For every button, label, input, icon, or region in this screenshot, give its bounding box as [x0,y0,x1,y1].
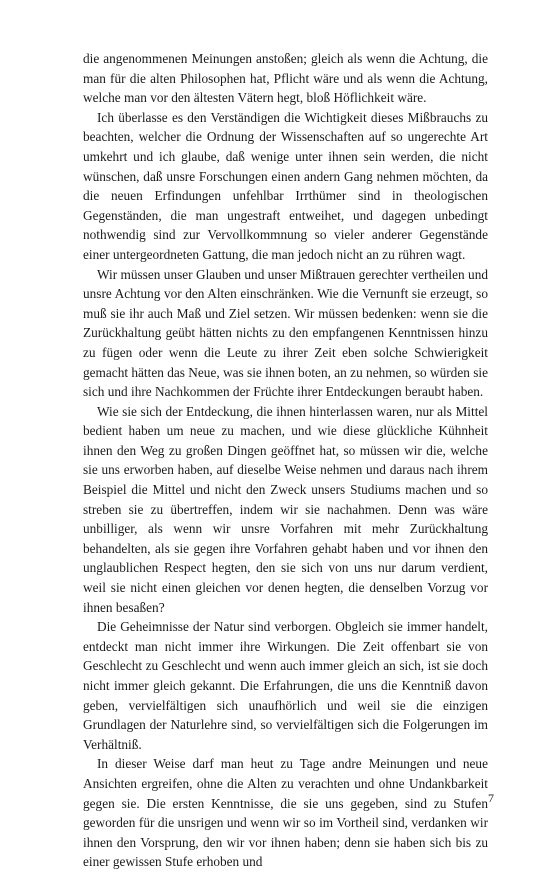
paragraph-3: Wir müssen unser Glauben und unser Mißtrauen gerechter vertheilen und unsre Achtung vor den Alten einschränken. Wie die Vernunft sie erzeugt, so muß sie ihr auch Maß und Ziel setzen. Wir müssen bedenken: wenn sie die Zurückhaltung geübt hätten nichts zu den empfangenen Kenntnissen hinzu zu fügen oder wenn die Leute zu ihrer Zeit eben solche Schwierigkeit gemacht hätten das Neue, was sie ihnen boten, an zu nehmen, so würden sie sich und ihre Nachkommen der Früchte ihrer Entdeckungen beraubt haben. [83,266,488,400]
page-number: 7 [488,791,494,805]
paragraph-6: In dieser Weise darf man heut zu Tage andre Meinungen und neue Ansichten ergreifen, ohne die Alten zu verachten und ohne Undankbarkeit gegen sie. Die ersten Kenntnisse, die sie uns gegeben, sind zu Stufen geworden für die unsrigen und wenn wir so im Vortheil sind, verdanken wir ihnen den Vorsprung, den wir vor ihnen haben; denn sie haben sich bis zu einer gewissen Stufe erhoben und [83,756,488,870]
page-body [83,49,488,872]
paragraph-4: Wie sie sich der Entdeckung, die ihnen hinterlassen waren, nur als Mittel bedient haben um neue zu machen, und wie diese glückliche Kühnheit ihnen den Weg zu großen Dingen geöffnet hat, so müssen wir die, welche sie uns erworben haben, auf dieselbe Weise nehmen und daraus nach ihrem Beispiel die Mittel und nicht den Zweck unsers Studiums machen und so streben sie zu übertreffen, indem wir sie nachahmen. Denn was wäre unbilliger, als wenn wir unsre Vorfahren mit mehr Zurückhaltung behandelten, als sie gegen ihre Vorfahren gehabt haben und vor ihnen den unglaublichen Respect hegten, den sie sich von uns nur darum verdient, weil sie nicht einen gleichen vor denen hegten, die denselben Vorzug vor ihnen besaßen? [83,403,488,615]
paragraph-2: Ich überlasse es den Verständigen die Wichtigkeit dieses Mißbrauchs zu beachten, welcher die Ordnung der Wissenschaften auf so ungerechte Art umkehrt und ich glaube, daß wenige unter ihnen sein werden, die nicht wünschen, daß unsre Forschungen einen andern Gang nehmen möchten, da die neuen Erfindungen unfehlbar Irrthümer sind in theologischen Gegenständen, die man ungestraft entweihet, und dagegen unbedingt nothwendig sind zur Vervollkommnung so vieler anderer Gegenstände einer untergeordneten Gattung, die man jedoch nicht an zu rühren wagt. [83,109,488,262]
paragraph-1: die angenommenen Meinungen anstoßen; gleich als wenn die Achtung, die man für die alten Philosophen hat, Pflicht wäre und als wenn die Achtung, welche man vor den ältesten Vätern hegt, bloß Höflichkeit wäre. [83,51,488,106]
paragraph-5: Die Geheimnisse der Natur sind verborgen. Obgleich sie immer handelt, entdeckt man nicht immer ihre Wirkungen. Die Zeit offenbart sie von Geschlecht zu Geschlecht und wenn auch immer gleich an sich, ist sie doch nicht immer gleich gekannt. Die Erfahrungen, die uns die Kenntniß davon geben, vervielfältigen sich unaufhörlich und weil sie die einzigen Grundlagen der Naturlehre sind, so vervielfältigen sich die Folgerungen im Verhältniß. [83,619,488,752]
